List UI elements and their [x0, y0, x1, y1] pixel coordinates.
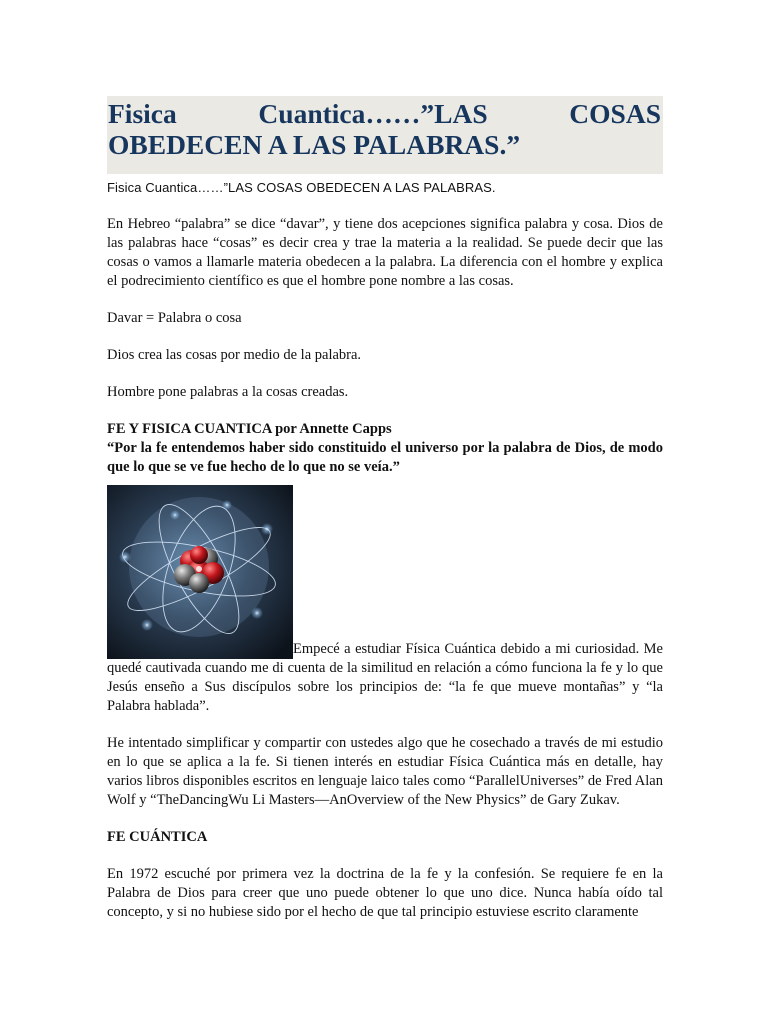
- document-subtitle: Fisica Cuantica……”LAS COSAS OBEDECEN A LAS PALABRAS.: [107, 180, 496, 195]
- paragraph-davar-definition: Davar = Palabra o cosa: [107, 310, 242, 326]
- paragraph-empece-text: Empecé a estudiar Física Cuántica debido a mi curiosidad. Me quedé cautivada cuando me di cuenta de la similitud en relación a cómo funciona la fe y lo que Jesús enseño a Sus discípulos sobre los principios de: “la fe que mueve montañas” y “la Palabra hablada”.: [107, 641, 663, 714]
- paragraph-he-intentado: He intentado simplificar y compartir con ustedes algo que he cosechado a través de mi estudio en lo que se aplica a la fe. Si tienen interés en estudiar Física Cuántica más en detalle, hay varios libros disponibles escritos en lenguaje laico tales como “ParallelUniverses” de Fred Alan Wolf y “TheDancingWu Li Masters—AnOverview of the New Physics” de Gary Zukav.: [107, 735, 663, 808]
- quote-hebreos: “Por la fe entendemos haber sido constituido el universo por la palabra de Dios, de modo que lo que se ve fue hecho de lo que no se veía.”: [107, 440, 663, 475]
- title-block: [107, 96, 663, 174]
- atom-illustration-icon: [107, 485, 293, 659]
- document-title: Fisica Cuantica……”LAS COSAS OBEDECEN A LAS PALABRAS.”: [108, 98, 661, 160]
- paragraph-hombre-pone: Hombre pone palabras a la cosas creadas.: [107, 384, 349, 400]
- paragraph-1972: En 1972 escuché por primera vez la doctrina de la fe y la confesión. Se requiere fe en la Palabra de Dios para creer que uno puede obtener lo que uno dice. Nunca había oído tal concepto, y si no hubiese sido por el hecho de que tal principio estuviese escrito claramente: [107, 866, 663, 920]
- section-heading-fe-y-fisica: FE Y FISICA CUANTICA por Annette Capps: [107, 421, 392, 437]
- paragraph-dios-crea: Dios crea las cosas por medio de la palabra.: [107, 347, 362, 363]
- paragraph-empece: [107, 485, 663, 716]
- figure-row: [107, 485, 663, 716]
- paragraph-davar: En Hebreo “palabra” se dice “davar”, y tiene dos acepciones significa palabra y cosa. Dios de las palabras hace “cosas” es decir crea y trae la materia a la realidad. Se puede decir que las cosas o vamos a llamarle materia obedecen a la palabra. La diferencia con el hombre y explica el podrecimiento científico es que el hombre pone nombre a las cosas.: [107, 216, 663, 289]
- document-page: [107, 96, 663, 922]
- section-heading-fe-cuantica: FE CUÁNTICA: [107, 829, 208, 845]
